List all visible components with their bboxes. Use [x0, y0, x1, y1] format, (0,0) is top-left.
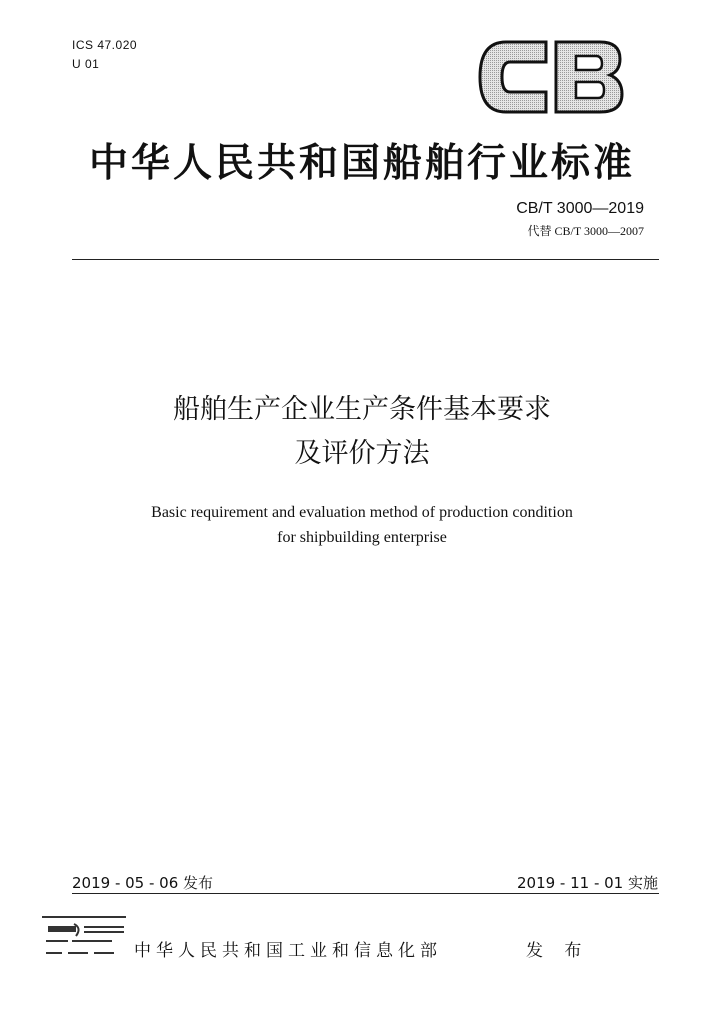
- class-code: U 01: [72, 57, 100, 71]
- chinese-title: [60, 388, 664, 476]
- classification-codes: [72, 36, 137, 74]
- english-title-line1: Basic requirement and evaluation method of production condition: [151, 504, 573, 521]
- top-divider: [72, 259, 659, 260]
- implement-date: 2019 - 11 - 01 实施: [516, 874, 658, 892]
- ics-code: ICS 47.020: [72, 38, 138, 52]
- cb-logo-icon: [476, 38, 626, 116]
- english-title: [60, 500, 664, 550]
- chinese-title-line2: 及评价方法: [294, 438, 430, 469]
- publish-date: 2019 - 05 - 06 发布: [72, 874, 214, 892]
- english-title-line2: for shipbuilding enterprise: [277, 529, 447, 546]
- organization-title: 中华人民共和国船舶行业标准: [88, 141, 635, 186]
- chinese-title-line1: 船舶生产企业生产条件基本要求: [173, 394, 551, 425]
- standard-number: CB/T 3000—2019: [516, 200, 644, 217]
- bottom-divider: [72, 893, 659, 894]
- replaces-standard: 代替 CB/T 3000—2007: [527, 224, 644, 238]
- issue-label: 发 布: [526, 941, 590, 961]
- issuing-authority: 中华人民共和国工业和信息化部: [134, 941, 442, 961]
- distributor-stamp-icon: [38, 912, 130, 970]
